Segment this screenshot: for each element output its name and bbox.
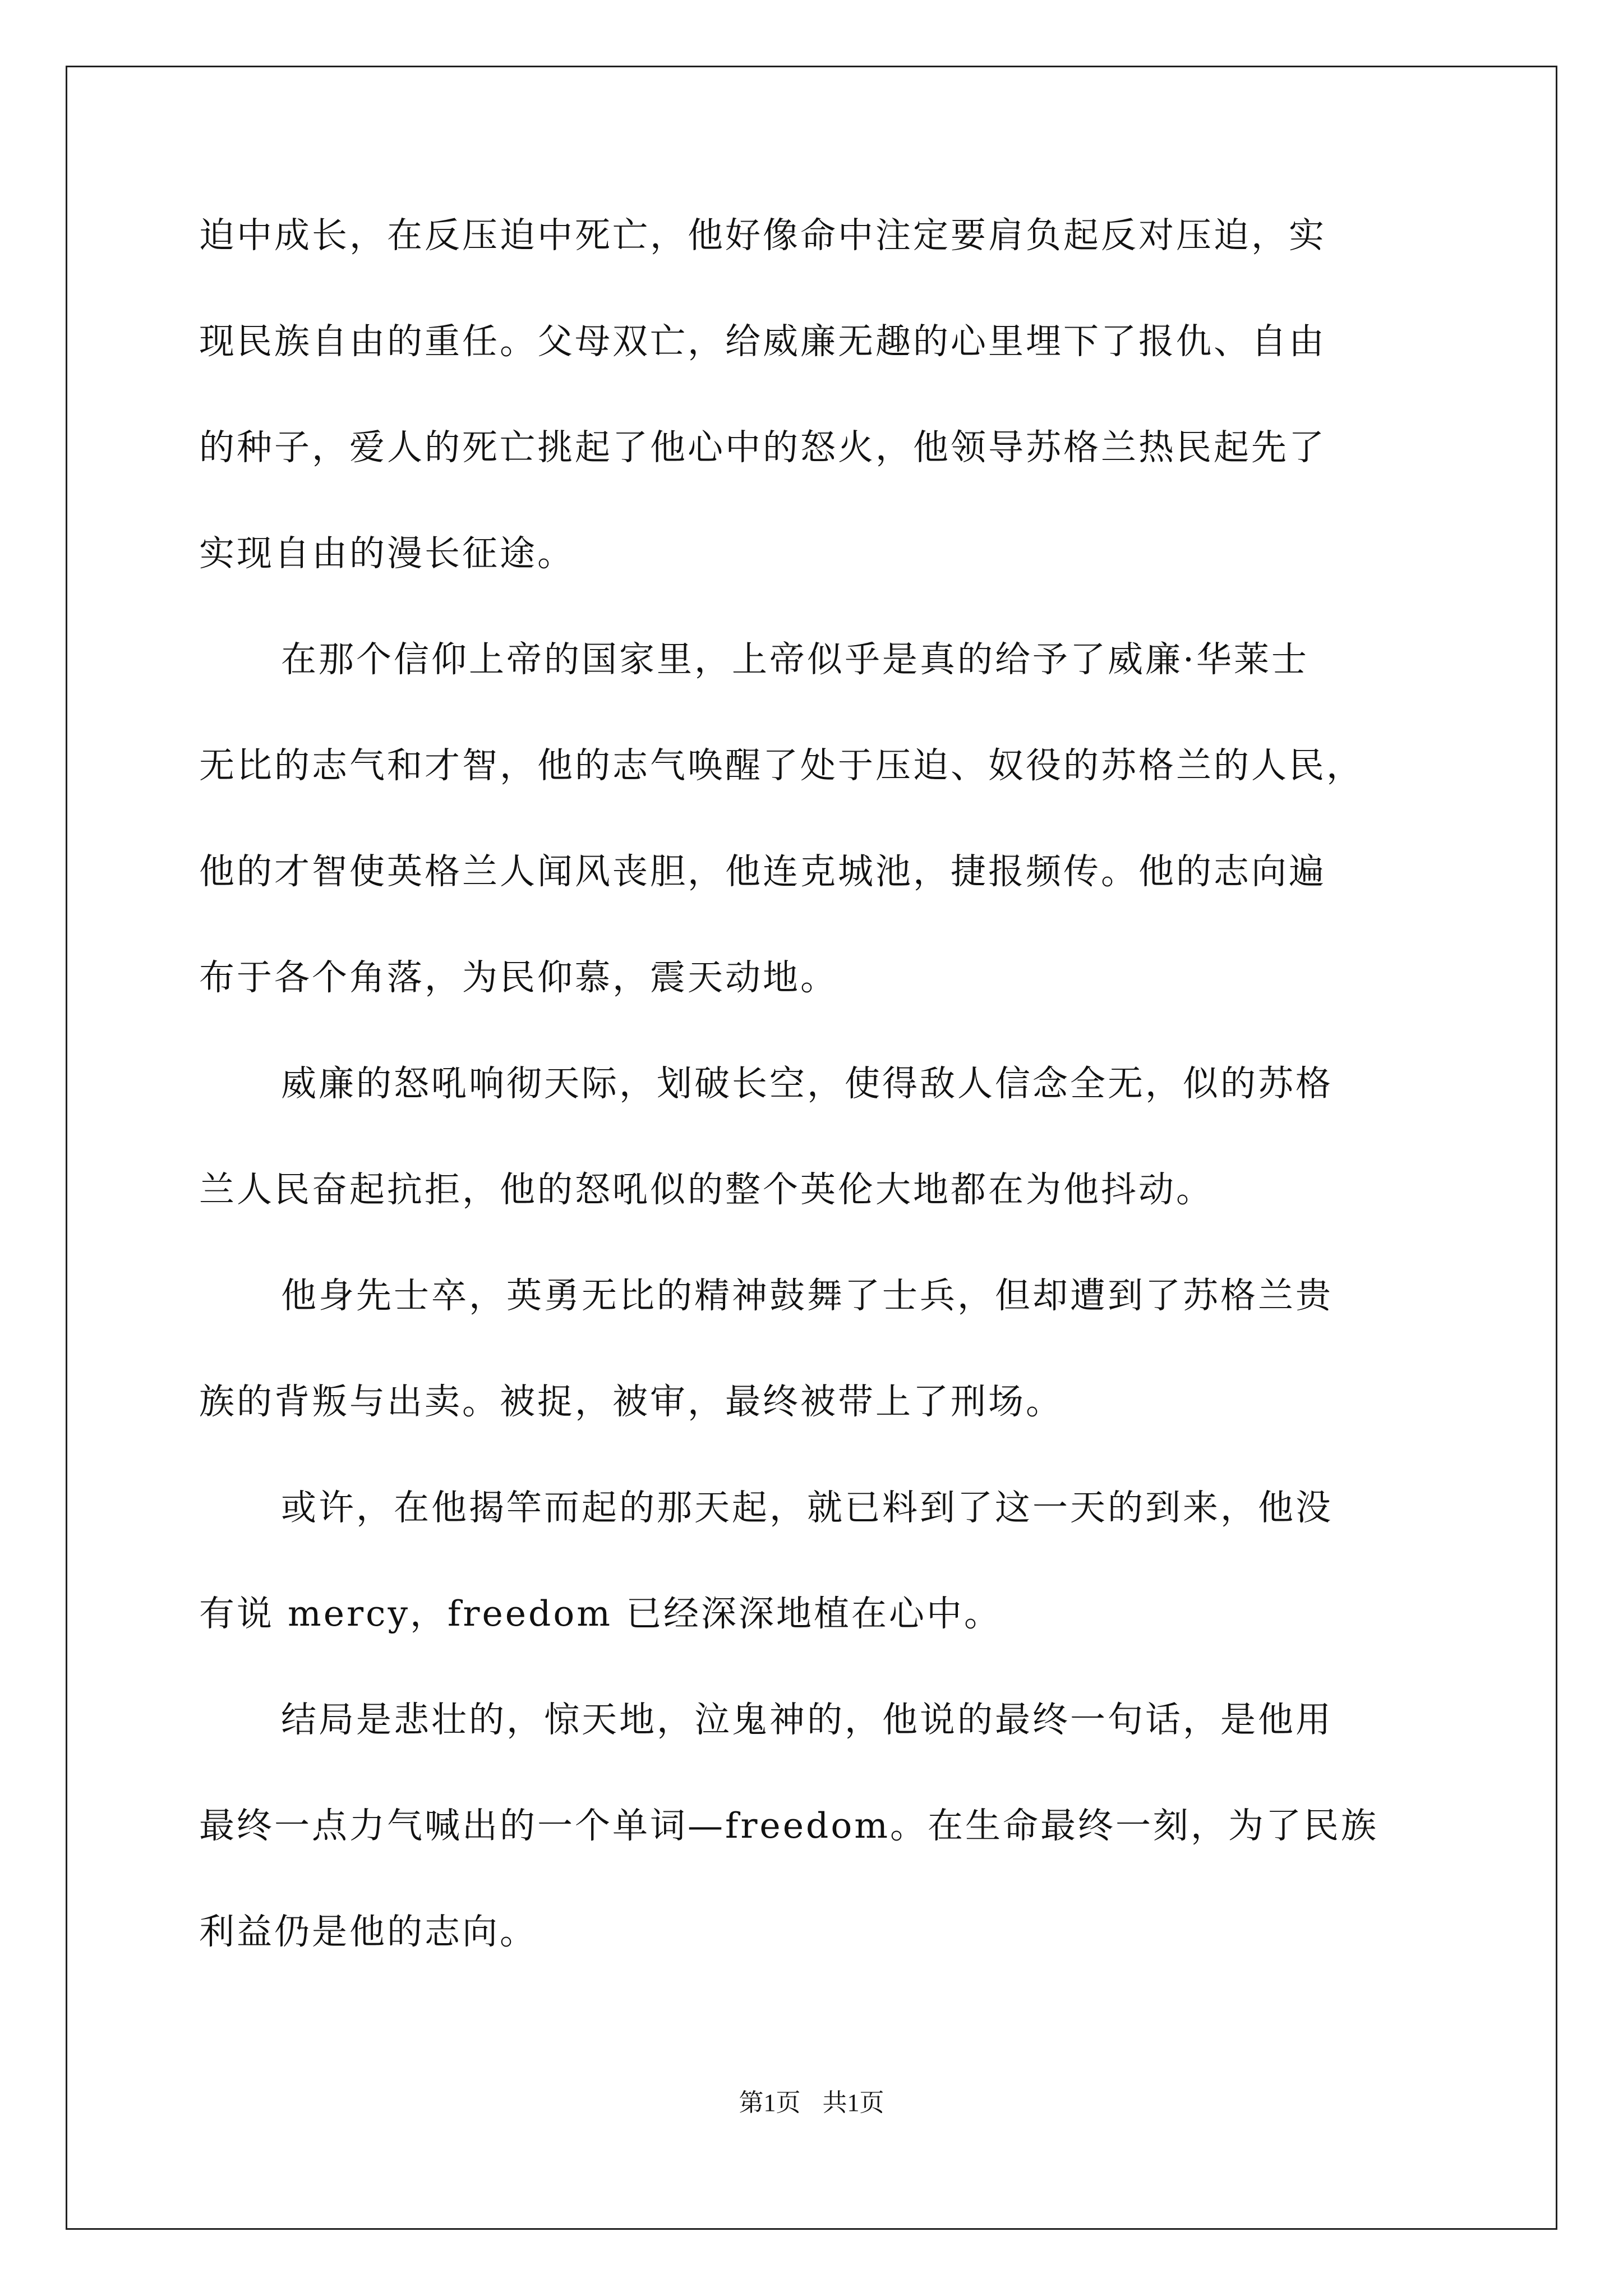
paragraph-first-line: 结局是悲壮的，惊天地，泣鬼神的，他说的最终一句话，是他用 xyxy=(281,1699,1333,1740)
text-line: 的种子，爱人的死亡挑起了他心中的怒火，他领导苏格兰热民起先了 xyxy=(199,427,1326,468)
page-number: 第1页 xyxy=(739,2089,801,2116)
paragraph-first-line: 或许，在他揭竿而起的那天起，就已料到了这一天的到来，他没 xyxy=(281,1487,1333,1528)
text-line: 无比的志气和才智，他的志气唤醒了处于压迫、奴役的苏格兰的人民， xyxy=(199,745,1364,786)
paragraph-first-line: 威廉的怒吼响彻天际，划破长空，使得敌人信念全无，似的苏格 xyxy=(281,1063,1333,1104)
text-line: 最终一点力气喊出的一个单词—freedom。在生命最终一刻，为了民族 xyxy=(199,1805,1378,1846)
text-line: 兰人民奋起抗拒，他的怒吼似的整个英伦大地都在为他抖动。 xyxy=(199,1169,1214,1210)
text-line: 有说 mercy，freedom 已经深深地植在心中。 xyxy=(199,1593,1002,1634)
text-line: 现民族自由的重任。父母双亡，给威廉无趣的心里埋下了报仇、自由 xyxy=(199,321,1326,362)
page-total: 共1页 xyxy=(822,2089,884,2116)
text-line: 布于各个角落，为民仰慕，震天动地。 xyxy=(199,957,838,998)
text-line: 利益仍是他的志向。 xyxy=(199,1911,537,1952)
text-line: 他的才智使英格兰人闻风丧胆，他连克城池，捷报频传。他的志向遍 xyxy=(199,851,1326,892)
page-footer xyxy=(0,2082,1623,2118)
text-line: 实现自由的漫长征途。 xyxy=(199,533,575,574)
paragraph-first-line: 在那个信仰上帝的国家里，上帝似乎是真的给予了威廉·华莱士 xyxy=(281,639,1310,680)
paragraph-first-line: 他身先士卒，英勇无比的精神鼓舞了士兵，但却遭到了苏格兰贵 xyxy=(281,1275,1333,1316)
text-line: 族的背叛与出卖。被捉，被审，最终被带上了刑场。 xyxy=(199,1381,1063,1422)
text-line: 迫中成长，在反压迫中死亡，他好像命中注定要肩负起反对压迫，实 xyxy=(199,215,1326,256)
document-body xyxy=(199,216,1461,2018)
